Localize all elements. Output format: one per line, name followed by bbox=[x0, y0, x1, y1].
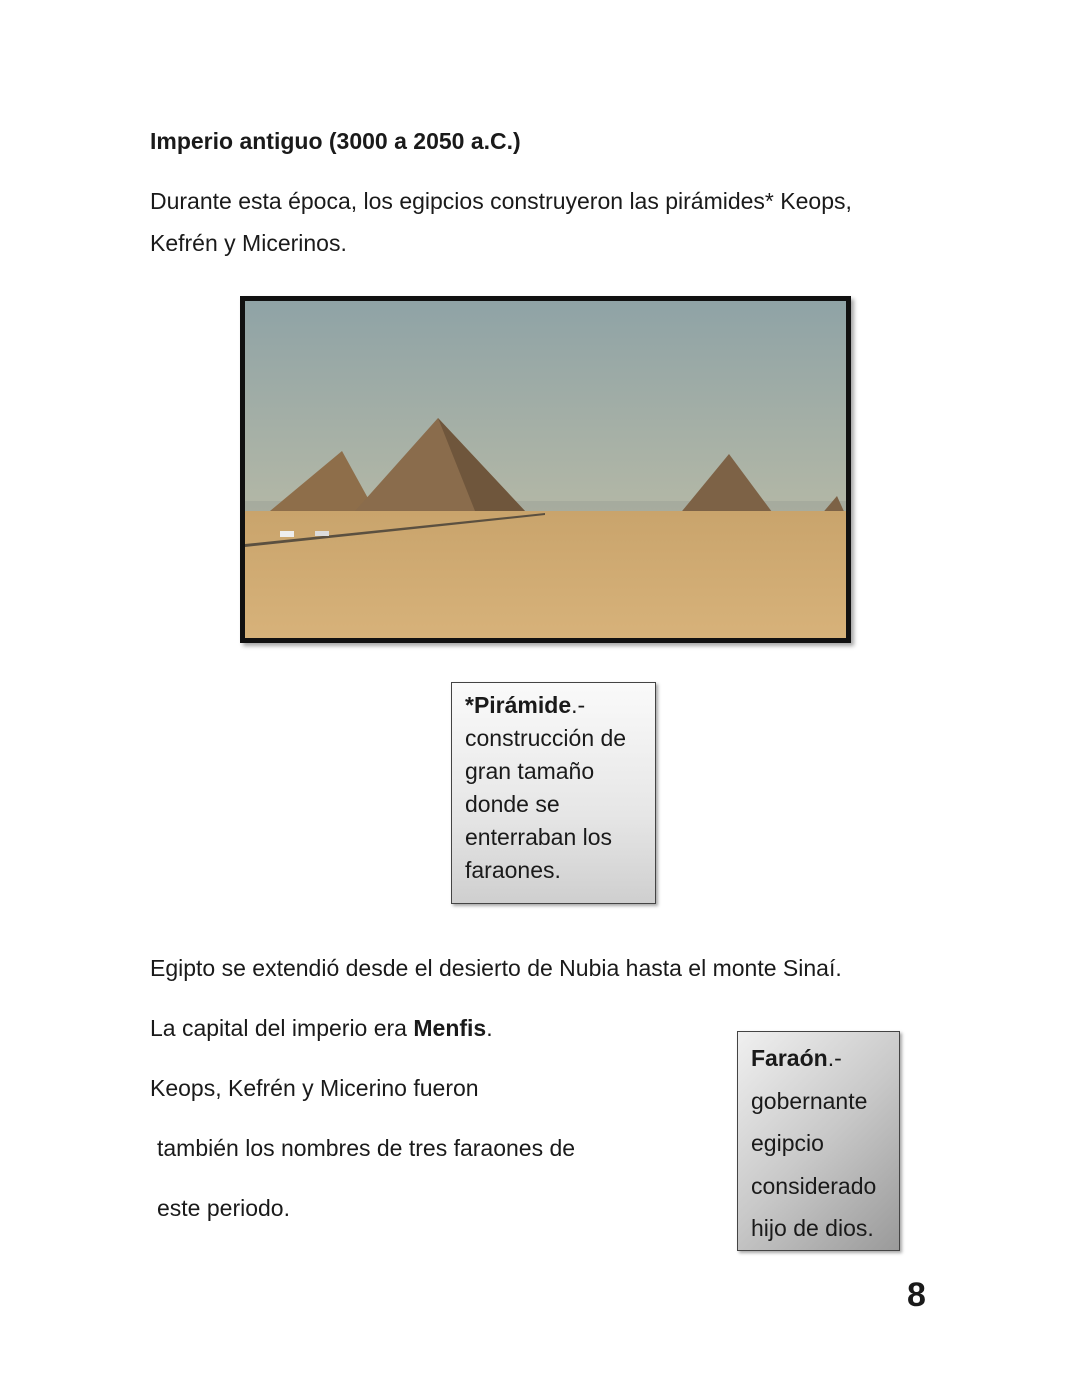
term-suffix: .- bbox=[571, 692, 586, 718]
capital-name: Menfis bbox=[413, 1015, 487, 1041]
capital-paragraph bbox=[150, 1014, 493, 1042]
definition-line: hijo de dios. bbox=[751, 1215, 874, 1241]
term-piramide: *Pirámide bbox=[465, 692, 572, 718]
definition-line: construcción de bbox=[465, 725, 627, 751]
definition-line: faraones. bbox=[465, 857, 561, 883]
intro-line-2: Kefrén y Micerinos. bbox=[150, 230, 347, 256]
definition-line: enterraban los bbox=[465, 824, 613, 850]
definition-box-piramide bbox=[451, 682, 656, 904]
pyramids-photo bbox=[240, 296, 851, 643]
term-faraon: Faraón bbox=[751, 1045, 828, 1071]
pyramids-image bbox=[245, 301, 846, 638]
pharaohs-line-1: Keops, Kefrén y Micerino fueron bbox=[150, 1075, 479, 1101]
section-heading: Imperio antiguo (3000 a 2050 a.C.) bbox=[150, 128, 521, 154]
definition-box-faraon bbox=[737, 1031, 900, 1251]
pharaohs-line-3: este periodo. bbox=[157, 1195, 290, 1221]
definition-line: considerado bbox=[751, 1172, 877, 1199]
term-suffix: .- bbox=[827, 1045, 842, 1071]
intro-line-1: Durante esta época, los egipcios construyeron las pirámides* Keops, bbox=[150, 188, 852, 214]
extent-paragraph: Egipto se extendió desde el desierto de Nubia hasta el monte Sinaí. bbox=[150, 955, 842, 981]
pharaohs-line-2: también los nombres de tres faraones de bbox=[157, 1135, 576, 1161]
definition-line: donde se bbox=[465, 791, 560, 817]
capital-suffix: . bbox=[486, 1015, 493, 1041]
page-number: 8 bbox=[907, 1276, 926, 1314]
definition-line: gobernante bbox=[751, 1087, 868, 1114]
definition-line: gran tamaño bbox=[465, 758, 595, 784]
capital-prefix: La capital del imperio era bbox=[150, 1015, 414, 1041]
definition-line: egipcio bbox=[751, 1130, 824, 1156]
